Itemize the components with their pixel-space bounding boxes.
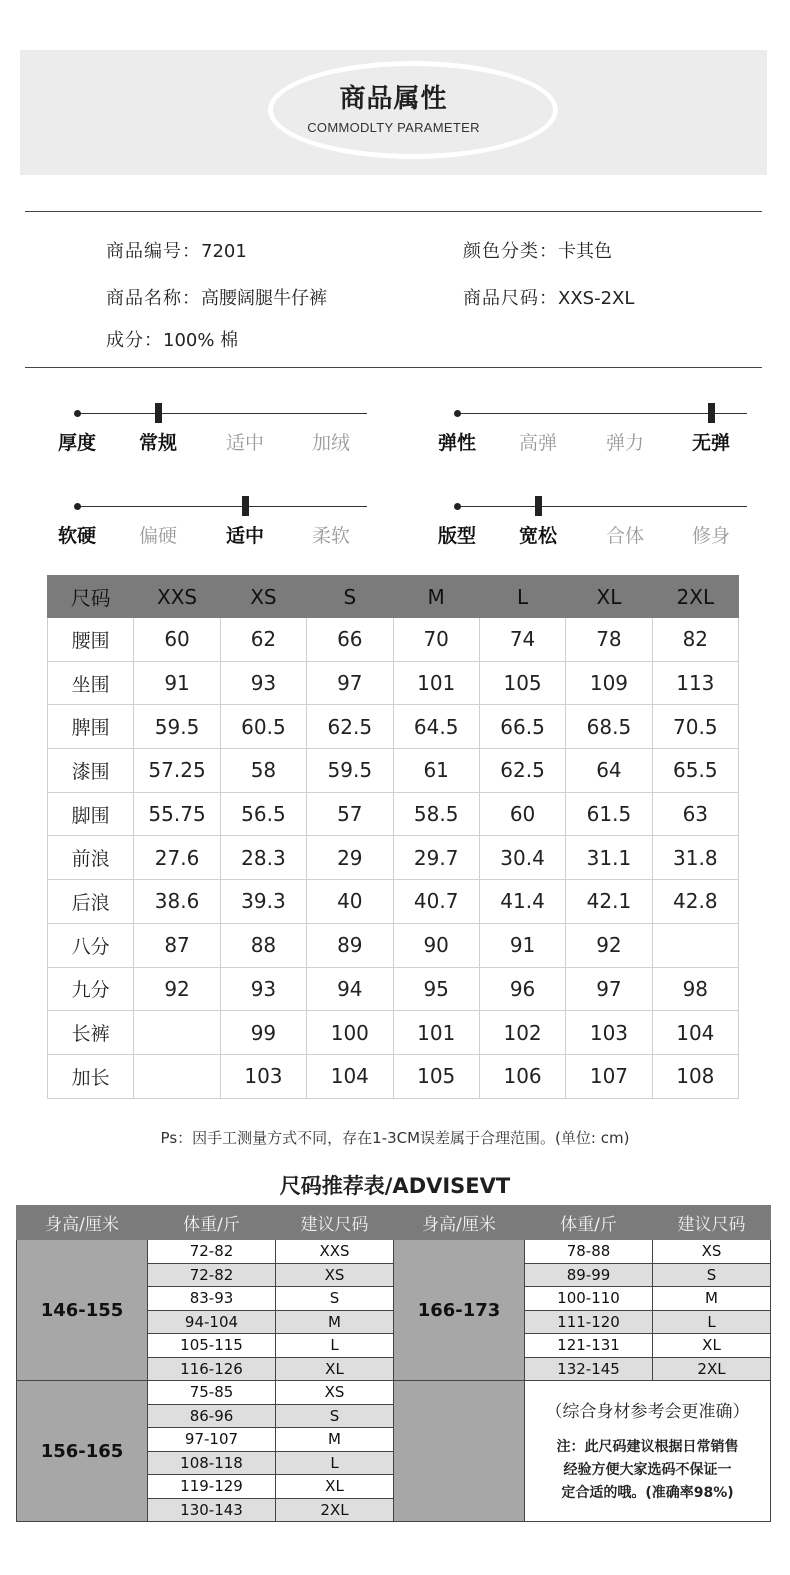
suggested-size-cell: 2XL [653,1357,771,1381]
note-heading: （综合身材参考会更准确） [545,1402,750,1422]
size-cell: 98 [652,967,738,1011]
weight-cell: 86-96 [148,1404,276,1428]
weight-cell: 72-82 [148,1240,276,1264]
rec-header-cell: 体重/斤 [525,1206,653,1240]
weight-cell: 119-129 [148,1475,276,1499]
size-cell: 108 [652,1054,738,1098]
weight-cell: 100-110 [525,1287,653,1311]
attr-name-label: 商品名称： [106,288,201,309]
size-cell [134,1011,220,1055]
rec-header-cell: 建议尺码 [653,1206,771,1240]
table-row [48,1011,739,1055]
size-cell: 105 [479,661,565,705]
size-cell [652,923,738,967]
size-cell: 66 [307,618,393,662]
size-cell [134,1054,220,1098]
suggested-size-cell: XS [653,1240,771,1264]
table-row [48,749,739,793]
size-cell: 62.5 [307,705,393,749]
weight-cell: 108-118 [148,1451,276,1475]
size-cell: 41.4 [479,880,565,924]
size-table [47,575,739,1099]
size-cell: 62.5 [479,749,565,793]
size-row-label: 八分 [48,923,134,967]
scale-track [457,506,747,507]
weight-cell: 94-104 [148,1310,276,1334]
size-cell: 58 [220,749,306,793]
table-row [48,880,739,924]
scale-option: 无弹 [691,432,730,454]
size-cell: 40.7 [393,880,479,924]
weight-cell: 121-131 [525,1334,653,1358]
size-cell: 68.5 [566,705,652,749]
attr-material-label: 成分： [106,330,163,351]
size-cell: 87 [134,923,220,967]
suggested-size-cell: 2XL [276,1498,394,1522]
measurement-note: Ps：因手工测量方式不同，存在1-3CM误差属于合理范围。(单位: cm) [160,1129,630,1147]
header-banner [20,50,767,175]
scale-elasticity [437,398,767,458]
height-range: 156-165 [17,1381,148,1522]
size-cell: 39.3 [220,880,306,924]
size-cell: 74 [479,618,565,662]
size-cell: 31.8 [652,836,738,880]
size-cell: 103 [566,1011,652,1055]
divider-bottom [25,367,762,368]
weight-cell: 83-93 [148,1287,276,1311]
size-cell: 62 [220,618,306,662]
size-header-cell: XL [566,576,652,618]
size-cell: 31.1 [566,836,652,880]
size-cell: 95 [393,967,479,1011]
suggested-size-cell: M [276,1310,394,1334]
attr-size [463,284,634,310]
scale-marker [708,403,715,423]
scale-marker [155,403,162,423]
weight-cell: 97-107 [148,1428,276,1452]
recommendation-note [525,1381,771,1522]
size-cell: 29 [307,836,393,880]
weight-cell: 111-120 [525,1310,653,1334]
suggested-size-cell: M [276,1428,394,1452]
size-cell: 100 [307,1011,393,1055]
size-row-label: 前浪 [48,836,134,880]
size-table-header [48,576,739,618]
height-range: 166-173 [394,1240,525,1381]
attr-name [106,284,327,310]
size-header-cell: XXS [134,576,220,618]
suggested-size-cell: S [653,1263,771,1287]
attr-number-value: 7201 [201,241,247,262]
attr-color-label: 颜色分类： [463,241,558,262]
size-cell: 94 [307,967,393,1011]
size-cell: 99 [220,1011,306,1055]
size-row-label: 腰围 [48,618,134,662]
size-cell: 92 [566,923,652,967]
size-header-cell: M [393,576,479,618]
suggested-size-cell: XXS [276,1240,394,1264]
suggested-size-cell: L [653,1310,771,1334]
height-range-empty [394,1381,525,1522]
scale-start-dot [74,410,81,417]
scale-name: 版型 [437,525,476,547]
size-cell: 58.5 [393,792,479,836]
attr-number-label: 商品编号： [106,241,201,262]
weight-cell: 105-115 [148,1334,276,1358]
scale-name: 软硬 [57,525,96,547]
scale-option: 偏硬 [138,525,177,547]
attr-color [463,237,612,263]
table-row [48,1054,739,1098]
size-cell: 42.8 [652,880,738,924]
size-cell: 28.3 [220,836,306,880]
suggested-size-cell: S [276,1287,394,1311]
scale-option: 宽松 [518,525,557,547]
table-row [48,705,739,749]
scale-option: 高弹 [518,432,557,454]
attr-color-value: 卡其色 [558,241,612,262]
size-cell: 61 [393,749,479,793]
table-row [17,1240,771,1264]
scale-option: 常规 [138,432,177,454]
suggested-size-cell: S [276,1404,394,1428]
table-row [48,923,739,967]
scale-name: 厚度 [57,432,96,454]
weight-cell: 72-82 [148,1263,276,1287]
size-cell: 92 [134,967,220,1011]
attr-material [106,326,238,352]
size-cell: 66.5 [479,705,565,749]
weight-cell: 116-126 [148,1357,276,1381]
scale-option: 适中 [225,525,264,547]
weight-cell: 75-85 [148,1381,276,1405]
attr-name-value: 高腰阔腿牛仔裤 [201,288,327,309]
size-row-label: 漆围 [48,749,134,793]
size-cell: 90 [393,923,479,967]
note-body [539,1436,756,1505]
size-cell: 57 [307,792,393,836]
scale-marker [242,496,249,516]
suggested-size-cell: L [276,1451,394,1475]
size-cell: 103 [220,1054,306,1098]
table-row [48,618,739,662]
scale-option: 修身 [691,525,730,547]
size-cell: 65.5 [652,749,738,793]
scale-fit [437,491,767,551]
size-cell: 104 [307,1054,393,1098]
note-line: 注：此尺码建议根据日常销售 [556,1439,739,1455]
size-cell: 109 [566,661,652,705]
size-cell: 107 [566,1054,652,1098]
size-row-label: 后浪 [48,880,134,924]
size-row-label: 坐围 [48,661,134,705]
size-cell: 93 [220,967,306,1011]
size-cell: 113 [652,661,738,705]
size-header-cell: S [307,576,393,618]
size-cell: 40 [307,880,393,924]
weight-cell: 130-143 [148,1498,276,1522]
size-cell: 29.7 [393,836,479,880]
scale-option: 适中 [225,432,264,454]
size-cell: 42.1 [566,880,652,924]
size-cell: 60.5 [220,705,306,749]
suggested-size-cell: XL [276,1357,394,1381]
size-cell: 60 [479,792,565,836]
attr-material-value: 100% 棉 [163,330,239,351]
recommendation-title: 尺码推荐表/ADVISEVT [279,1174,511,1198]
table-row [48,836,739,880]
size-cell: 104 [652,1011,738,1055]
height-range: 146-155 [17,1240,148,1381]
banner-subtitle: COMMODLTY PARAMETER [307,120,480,135]
note-line: 经验方便大家选码不保证一 [563,1462,732,1478]
scale-option: 加绒 [311,432,350,454]
size-cell: 88 [220,923,306,967]
size-row-label: 脾围 [48,705,134,749]
size-cell: 101 [393,1011,479,1055]
table-row [48,967,739,1011]
size-cell: 102 [479,1011,565,1055]
table-row [48,792,739,836]
note-line: 定合适的哦。(准确率98%) [561,1485,734,1501]
rec-header-cell: 建议尺码 [276,1206,394,1240]
scale-marker [535,496,542,516]
recommendation-table-header [17,1206,771,1240]
rec-header-cell: 身高/厘米 [394,1206,525,1240]
weight-cell: 78-88 [525,1240,653,1264]
scale-option: 弹力 [605,432,644,454]
size-header-cell: XS [220,576,306,618]
size-row-label: 九分 [48,967,134,1011]
attr-size-value: XXS-2XL [558,288,635,309]
suggested-size-cell: XS [276,1381,394,1405]
suggested-size-cell: XS [276,1263,394,1287]
size-cell: 27.6 [134,836,220,880]
suggested-size-cell: XL [653,1334,771,1358]
size-cell: 82 [652,618,738,662]
size-cell: 70.5 [652,705,738,749]
weight-cell: 89-99 [525,1263,653,1287]
scale-track [77,413,367,414]
size-cell: 105 [393,1054,479,1098]
size-cell: 106 [479,1054,565,1098]
size-cell: 91 [479,923,565,967]
size-cell: 38.6 [134,880,220,924]
size-cell: 78 [566,618,652,662]
size-cell: 91 [134,661,220,705]
attr-number [106,237,247,263]
scale-name: 弹性 [437,432,476,454]
attr-size-label: 商品尺码： [463,288,558,309]
suggested-size-cell: L [276,1334,394,1358]
scale-start-dot [74,503,81,510]
scale-start-dot [454,503,461,510]
size-cell: 101 [393,661,479,705]
scale-thickness [57,398,387,458]
size-cell: 61.5 [566,792,652,836]
size-row-label: 长裤 [48,1011,134,1055]
table-row [48,661,739,705]
size-cell: 56.5 [220,792,306,836]
scale-softness [57,491,387,551]
divider-top [25,211,762,212]
size-header-cell: 尺码 [48,576,134,618]
size-header-cell: L [479,576,565,618]
size-cell: 59.5 [307,749,393,793]
suggested-size-cell: XL [276,1475,394,1499]
scale-option: 合体 [605,525,644,547]
size-cell: 63 [652,792,738,836]
size-cell: 89 [307,923,393,967]
size-row-label: 脚围 [48,792,134,836]
rec-header-cell: 身高/厘米 [17,1206,148,1240]
size-cell: 97 [307,661,393,705]
recommendation-table [16,1205,771,1522]
suggested-size-cell: M [653,1287,771,1311]
table-row [17,1381,771,1405]
scale-option: 柔软 [311,525,350,547]
size-cell: 70 [393,618,479,662]
weight-cell: 132-145 [525,1357,653,1381]
size-row-label: 加长 [48,1054,134,1098]
size-cell: 57.25 [134,749,220,793]
scale-start-dot [454,410,461,417]
size-cell: 60 [134,618,220,662]
scale-track [77,506,367,507]
size-cell: 64 [566,749,652,793]
size-cell: 93 [220,661,306,705]
size-cell: 64.5 [393,705,479,749]
size-cell: 55.75 [134,792,220,836]
rec-header-cell: 体重/斤 [148,1206,276,1240]
size-cell: 30.4 [479,836,565,880]
size-header-cell: 2XL [652,576,738,618]
scale-track [457,413,747,414]
size-cell: 96 [479,967,565,1011]
size-cell: 59.5 [134,705,220,749]
banner-title: 商品属性 [339,84,448,114]
size-cell: 97 [566,967,652,1011]
